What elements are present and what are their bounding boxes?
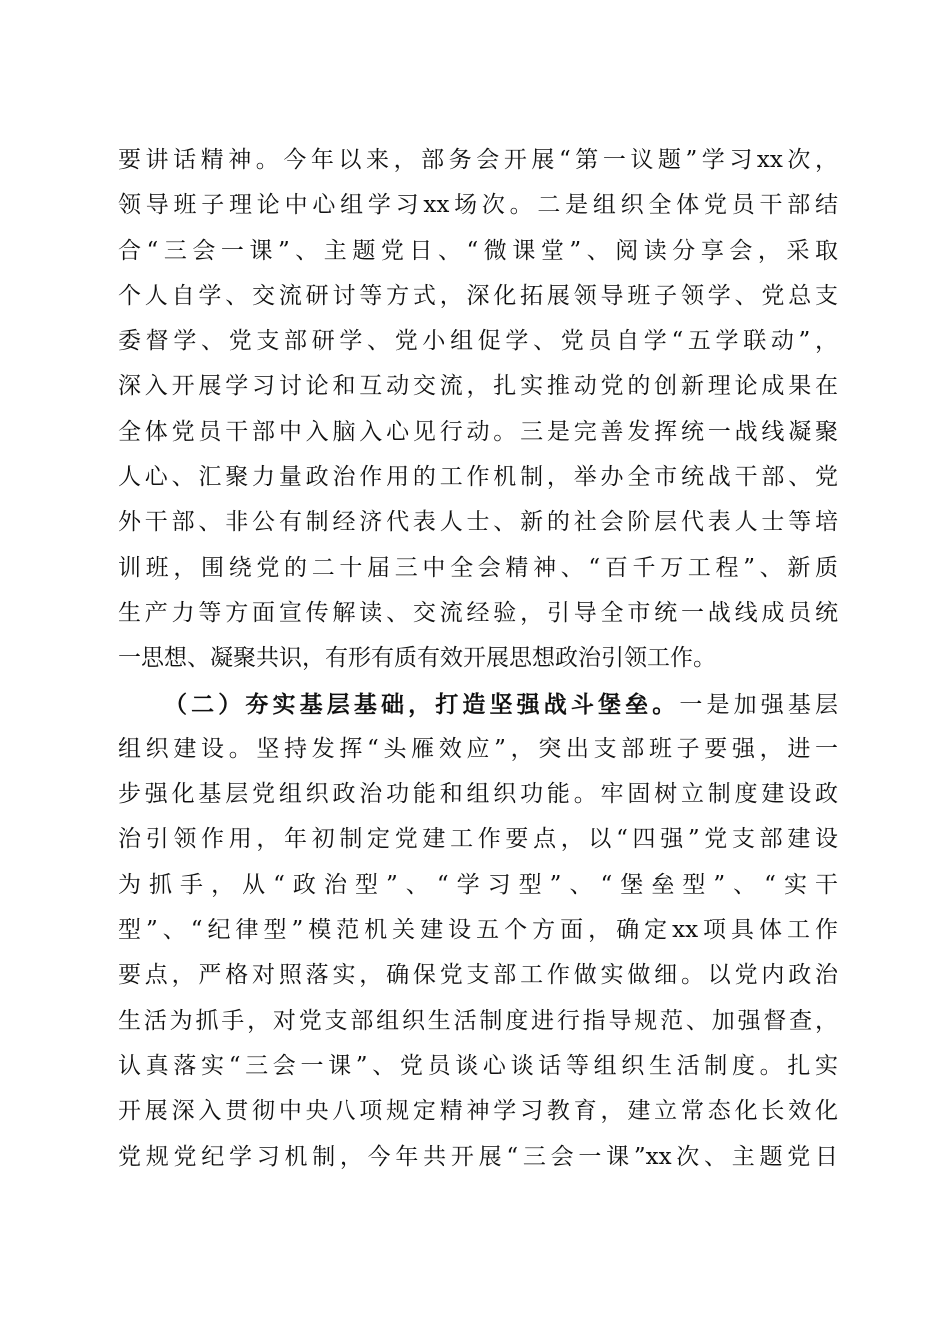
text-line: 认真落实“三会一课”、党员谈心谈话等组织生活制度。扎实 — [118, 1052, 838, 1079]
text-line: 要讲话精神。今年以来，部务会开展“第一议题”学习xx次， — [118, 147, 838, 173]
text-line: 生活为抓手，对党支部组织生活制度进行指导规范、加强督查， — [118, 1007, 838, 1034]
text-line: 深入开展学习讨论和互动交流，扎实推动党的创新理论成果在 — [118, 373, 838, 400]
text-line: 组织建设。坚持发挥“头雁效应”，突出支部班子要强，进一 — [118, 735, 838, 762]
text-line: 外干部、非公有制经济代表人士、新的社会阶层代表人士等培 — [118, 509, 838, 536]
text-line: 合“三会一课”、主题党日、“微课堂”、阅读分享会，采取 — [118, 237, 838, 264]
heading-line-rest: 一是加强基层 — [679, 691, 838, 718]
text-line: 训班，围绕党的二十届三中全会精神、“百千万工程”、新质 — [118, 554, 838, 581]
text-line: 党规党纪学习机制，今年共开展“三会一课”xx次、主题党日 — [118, 1143, 838, 1170]
text-line: 委督学、党支部研学、党小组促学、党员自学“五学联动”， — [118, 328, 838, 355]
text-line: 型”、“纪律型”模范机关建设五个方面，确定xx项具体工作 — [118, 917, 838, 944]
text-line: 全体党员干部中入脑入心见行动。三是完善发挥统一战线凝聚 — [118, 418, 838, 445]
text-line: 治引领作用，年初制定党建工作要点，以“四强”党支部建设 — [118, 826, 838, 853]
paragraph-1 — [118, 138, 838, 682]
section-heading: （二）夯实基层基础，打造坚强战斗堡垒。 — [164, 690, 680, 718]
text-line: 生产力等方面宣传解读、交流经验，引导全市统一战线成员统 — [118, 599, 838, 626]
text-line: 开展深入贯彻中央八项规定精神学习教育，建立常态化长效化 — [118, 1098, 838, 1125]
text-line: 领导班子理论中心组学习xx场次。二是组织全体党员干部结 — [118, 192, 838, 219]
text-line: 个人自学、交流研讨等方式，深化拓展领导班子领学、党总支 — [118, 282, 838, 309]
paragraph-2 — [118, 682, 838, 1180]
heading-line — [118, 682, 838, 727]
text-line: 为抓手，从“政治型”、“学习型”、“堡垒型”、“实干 — [118, 871, 838, 898]
body-text — [118, 138, 838, 1180]
text-line: 步强化基层党组织政治功能和组织功能。牢固树立制度建设政 — [118, 781, 838, 808]
text-line: 一思想、凝聚共识，有形有质有效开展思想政治引领工作。 — [118, 645, 716, 672]
text-line: 要点，严格对照落实，确保党支部工作做实做细。以党内政治 — [118, 962, 838, 989]
text-line: 人心、汇聚力量政治作用的工作机制，举办全市统战干部、党 — [118, 464, 838, 491]
